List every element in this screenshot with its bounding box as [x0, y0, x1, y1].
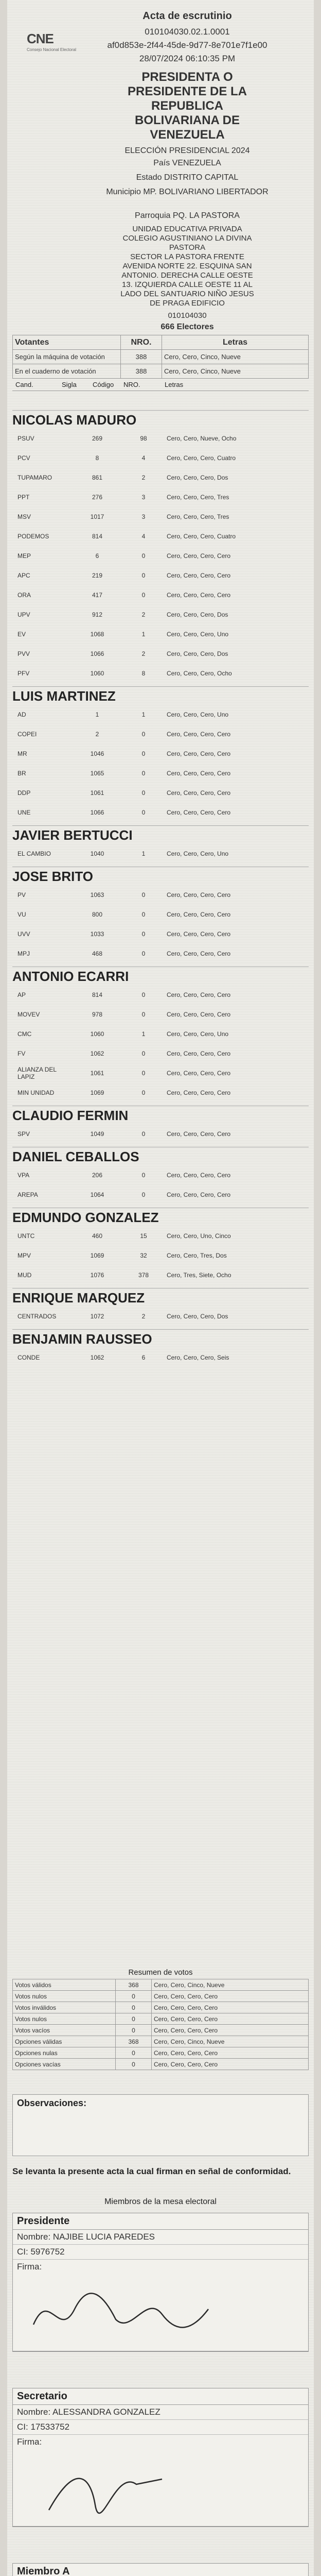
- logo-mark: CNE: [27, 31, 53, 46]
- party-row: [17, 1265, 309, 1285]
- party-code: 6: [95, 552, 99, 560]
- party-code: 1069: [90, 1089, 104, 1096]
- votantes-header: Votantes: [13, 335, 121, 350]
- party-votes-letters: Cero, Cero, Cero, Cero: [167, 950, 231, 957]
- party-sigla: CMC: [17, 1030, 32, 1038]
- votantes-row: Según la máquina de votación 388 Cero, Cero, Cinco, Nueve: [13, 350, 309, 364]
- party-votes: 2: [141, 611, 146, 618]
- party-row: [17, 1124, 309, 1144]
- mesa-title: Miembros de la mesa electoral: [104, 2197, 217, 2206]
- party-votes: 8: [141, 670, 146, 677]
- electores: 666 Electores: [160, 323, 214, 331]
- party-sigla: ALIANZA DEL LAPIZ: [17, 1066, 57, 1080]
- party-votes: 2: [141, 1313, 146, 1320]
- party-code: 1046: [90, 750, 104, 757]
- election-name: ELECCIÓN PRESIDENCIAL 2024: [124, 146, 250, 155]
- party-sigla: TUPAMARO: [17, 474, 52, 481]
- party-sigla: PV: [17, 891, 26, 899]
- candidate-name: LUIS MARTINEZ: [12, 686, 309, 705]
- party-votes-letters: Cero, Cero, Cero, Cero: [167, 930, 231, 938]
- party-votes-letters: Cero, Cero, Cero, Cero: [167, 552, 231, 560]
- acta-code: 010104030.02.1.0001: [145, 27, 230, 37]
- doc-title: Acta de escrutinio: [142, 10, 232, 22]
- party-row: [17, 566, 309, 585]
- party-sigla: BR: [17, 770, 26, 777]
- party-row: [17, 985, 309, 1005]
- party-votes: 0: [141, 991, 146, 998]
- party-code: 1: [95, 711, 99, 718]
- party-votes-letters: Cero, Cero, Cero, Cero: [167, 991, 231, 998]
- party-code: 800: [92, 911, 103, 918]
- party-code: 1066: [90, 650, 104, 657]
- party-votes: 0: [141, 891, 146, 899]
- party-sigla: MPV: [17, 1252, 31, 1259]
- observaciones-box: [12, 2094, 309, 2156]
- party-sigla: EV: [17, 631, 26, 638]
- party-sigla: CENTRADOS: [17, 1313, 57, 1320]
- party-code: 814: [92, 991, 103, 998]
- party-row: [17, 924, 309, 944]
- party-code: 1065: [90, 770, 104, 777]
- party-sigla: MEP: [17, 552, 31, 560]
- party-votes-letters: Cero, Cero, Cero, Cero: [167, 1172, 231, 1179]
- party-votes-letters: Cero, Cero, Cero, Dos: [167, 474, 228, 481]
- party-votes: 98: [140, 435, 147, 442]
- party-code: 1063: [90, 891, 104, 899]
- party-sigla: VU: [17, 911, 26, 918]
- party-votes: 3: [141, 494, 146, 501]
- conformidad-text: Se levanta la presente acta la cual firman en señal de conformidad.: [12, 2166, 291, 2176]
- party-votes-letters: Cero, Cero, Cero, Cero: [167, 572, 231, 579]
- party-row: [17, 448, 309, 468]
- party-row: [17, 468, 309, 487]
- party-votes-letters: Cero, Cero, Cero, Dos: [167, 1313, 228, 1320]
- party-sigla: COPEI: [17, 731, 37, 738]
- pais: País VENEZUELA: [153, 159, 221, 167]
- party-code: 206: [92, 1172, 103, 1179]
- member-box: [12, 2388, 309, 2527]
- party-sigla: APC: [17, 572, 30, 579]
- resumen-row: Votos nulos 0 Cero, Cero, Cero, Cero: [13, 2013, 309, 2025]
- party-votes: 0: [141, 1011, 146, 1018]
- party-row: [17, 803, 309, 822]
- party-row: [17, 1024, 309, 1044]
- member-signature: [13, 2449, 308, 2527]
- party-row: [17, 1083, 309, 1103]
- party-code: 814: [92, 533, 103, 540]
- party-votes: 0: [141, 572, 146, 579]
- candidate-name: ANTONIO ECARRI: [12, 967, 309, 985]
- party-row: [17, 429, 309, 448]
- party-votes-letters: Cero, Cero, Cero, Uno: [167, 631, 229, 638]
- nro-header: NRO.: [121, 335, 162, 350]
- observaciones-label: Observaciones:: [17, 2098, 87, 2108]
- party-code: 1066: [90, 809, 104, 816]
- party-code: 417: [92, 591, 103, 599]
- candidate-block: [12, 1208, 309, 1285]
- party-sigla: MUD: [17, 1272, 32, 1279]
- party-sigla: AD: [17, 711, 26, 718]
- party-code: 1061: [90, 1070, 104, 1077]
- signature-icon: [28, 2278, 286, 2345]
- party-code: 861: [92, 474, 103, 481]
- party-votes-letters: Cero, Cero, Cero, Cero: [167, 1050, 231, 1057]
- votantes-row: En el cuaderno de votación 388 Cero, Cero, Cinco, Nueve: [13, 364, 309, 379]
- party-code: 1040: [90, 850, 104, 857]
- party-row: [17, 1165, 309, 1185]
- party-row: [17, 764, 309, 783]
- member-ci: CI: 17533752: [13, 2420, 308, 2435]
- party-sigla: CONDE: [17, 1354, 40, 1361]
- candidate-block: [12, 410, 309, 683]
- party-row: [17, 905, 309, 924]
- party-row: [17, 527, 309, 546]
- party-sigla: MPJ: [17, 950, 30, 957]
- party-votes: 0: [141, 789, 146, 796]
- election-title: PRESIDENTA O PRESIDENTE DE LA REPUBLICA BOLIVARIANA DE VENEZUELA: [127, 70, 247, 142]
- acta-uuid: af0d853e-2f44-45de-9d77-8e701e7f1e00: [107, 40, 268, 50]
- candidate-block: [12, 825, 309, 863]
- party-votes: 1: [141, 631, 146, 638]
- party-sigla: MSV: [17, 513, 31, 520]
- party-sigla: PSUV: [17, 435, 34, 442]
- candidate-block: [12, 1106, 309, 1144]
- party-code: 1061: [90, 789, 104, 796]
- party-code: 1062: [90, 1050, 104, 1057]
- party-row: [17, 885, 309, 905]
- party-code: 1062: [90, 1354, 104, 1361]
- party-votes: 0: [141, 1172, 146, 1179]
- party-votes: 1: [141, 711, 146, 718]
- candidate-name: CLAUDIO FERMIN: [12, 1106, 309, 1124]
- party-row: [17, 1307, 309, 1326]
- party-sigla: PVV: [17, 650, 30, 657]
- member-role: Miembro A: [13, 2564, 308, 2576]
- party-row: [17, 605, 309, 624]
- centro-votacion: UNIDAD EDUCATIVA PRIVADA COLEGIO AGUSTINIANO LA DIVINA PASTORA SECTOR LA PASTORA FRENTE AVENIDA NORTE 22. ESQUINA SAN ANTONIO. DERECHA CALLE OESTE 13. IZQUIERDA CALLE OESTE 11 AL LADO DEL SANTUARIO NIÑO JESUS DE PRAGA EDIFICIO: [120, 225, 254, 308]
- candidate-name: NICOLAS MADURO: [12, 410, 309, 429]
- party-votes-letters: Cero, Cero, Cero, Cero: [167, 591, 231, 599]
- party-votes-letters: Cero, Cero, Cero, Tres: [167, 494, 229, 501]
- party-code: 1068: [90, 631, 104, 638]
- party-votes-letters: Cero, Cero, Uno, Cinco: [167, 1232, 231, 1240]
- party-votes-letters: Cero, Cero, Cero, Cero: [167, 891, 231, 899]
- party-code: 1064: [90, 1191, 104, 1198]
- party-sigla: FV: [17, 1050, 26, 1057]
- member-name: Nombre: ALESSANDRA GONZALEZ: [13, 2405, 308, 2420]
- member-box: [12, 2563, 309, 2576]
- party-row: [17, 1226, 309, 1246]
- party-votes: 1: [141, 850, 146, 857]
- party-votes-letters: Cero, Cero, Cero, Cero: [167, 1089, 231, 1096]
- signature-icon: [28, 2453, 286, 2520]
- party-votes: 0: [141, 911, 146, 918]
- party-row: [17, 783, 309, 803]
- party-row: [17, 724, 309, 744]
- party-row: [17, 644, 309, 664]
- member-name: Nombre: NAJIBE LUCIA PAREDES: [13, 2230, 308, 2245]
- party-code: 1049: [90, 1130, 104, 1138]
- party-code: 276: [92, 494, 103, 501]
- party-votes: 0: [141, 1130, 146, 1138]
- party-votes-letters: Cero, Cero, Cero, Dos: [167, 650, 228, 657]
- resumen-row: Opciones vacías 0 Cero, Cero, Cero, Cero: [13, 2059, 309, 2070]
- party-row: [17, 705, 309, 724]
- party-votes: 4: [141, 533, 146, 540]
- party-votes: 0: [141, 1070, 146, 1077]
- party-votes: 15: [140, 1232, 147, 1240]
- party-sigla: PODEMOS: [17, 533, 49, 540]
- party-votes: 1: [141, 1030, 146, 1038]
- party-votes-letters: Cero, Cero, Cero, Cuatro: [167, 454, 236, 462]
- party-sigla: MIN UNIDAD: [17, 1089, 55, 1096]
- party-row: [17, 844, 309, 863]
- party-votes: 2: [141, 474, 146, 481]
- party-code: 912: [92, 611, 103, 618]
- acta-header: [7, 0, 314, 340]
- party-row: [17, 944, 309, 963]
- party-code: 8: [95, 454, 99, 462]
- resumen-row: Votos nulos 0 Cero, Cero, Cero, Cero: [13, 1991, 309, 2002]
- party-votes: 3: [141, 513, 146, 520]
- votantes-table: [12, 335, 309, 391]
- party-votes-letters: Cero, Cero, Cero, Cero: [167, 770, 231, 777]
- party-votes: 0: [141, 552, 146, 560]
- party-votes: 0: [141, 1191, 146, 1198]
- party-sigla: SPV: [17, 1130, 30, 1138]
- cne-logo: [27, 31, 77, 67]
- logo-subtitle: Consejo Nacional Electoral: [27, 47, 77, 52]
- resumen-row: Opciones nulas 0 Cero, Cero, Cero, Cero: [13, 2047, 309, 2059]
- party-votes-letters: Cero, Cero, Cero, Seis: [167, 1354, 229, 1361]
- member-box: [12, 2213, 309, 2352]
- party-row: [17, 1348, 309, 1367]
- party-row: [17, 664, 309, 683]
- party-sigla: MR: [17, 750, 27, 757]
- party-votes-letters: Cero, Cero, Cero, Cero: [167, 911, 231, 918]
- party-votes-letters: Cero, Cero, Cero, Cero: [167, 789, 231, 796]
- party-sigla: ORA: [17, 591, 31, 599]
- candidate-name: BENJAMIN RAUSSEO: [12, 1329, 309, 1348]
- party-row: [17, 546, 309, 566]
- party-code: 1069: [90, 1252, 104, 1259]
- estado: Estado DISTRITO CAPITAL: [136, 173, 239, 182]
- candidate-block: [12, 1329, 309, 1367]
- parroquia: Parroquia PQ. LA PASTORA: [135, 211, 240, 220]
- party-code: 468: [92, 950, 103, 957]
- party-sigla: PPT: [17, 494, 30, 501]
- resumen-row: Votos inválidos 0 Cero, Cero, Cero, Cero: [13, 2002, 309, 2013]
- party-votes-letters: Cero, Cero, Cero, Cero: [167, 809, 231, 816]
- party-row: [17, 744, 309, 764]
- party-sigla: PFV: [17, 670, 30, 677]
- candidate-block: [12, 967, 309, 1103]
- party-sigla: AP: [17, 991, 26, 998]
- resumen-section: [12, 1968, 309, 2070]
- candidate-block: [12, 686, 309, 822]
- party-votes: 0: [141, 950, 146, 957]
- member-ci: CI: 5976752: [13, 2245, 308, 2260]
- resumen-row: Votos válidos 368 Cero, Cero, Cinco, Nueve: [13, 1979, 309, 1991]
- party-votes: 378: [138, 1272, 149, 1279]
- party-code: 1033: [90, 930, 104, 938]
- party-votes-letters: Cero, Cero, Cero, Ocho: [167, 670, 232, 677]
- party-votes-letters: Cero, Cero, Cero, Cero: [167, 1191, 231, 1198]
- candidate-col-header: Cand. Sigla Código NRO. Letras: [12, 379, 309, 391]
- candidates-section: [12, 407, 309, 1367]
- resumen-row: Votos vacíos 0 Cero, Cero, Cero, Cero: [13, 2025, 309, 2036]
- party-sigla: UNTC: [17, 1232, 35, 1240]
- candidate-block: [12, 1288, 309, 1326]
- party-votes-letters: Cero, Cero, Nueve, Ocho: [167, 435, 237, 442]
- letras-header: Letras: [162, 335, 309, 350]
- party-votes: 0: [141, 930, 146, 938]
- party-votes: 0: [141, 770, 146, 777]
- party-code: 269: [92, 435, 103, 442]
- party-sigla: UVV: [17, 930, 30, 938]
- party-row: [17, 624, 309, 644]
- party-votes-letters: Cero, Cero, Cero, Dos: [167, 611, 228, 618]
- party-votes-letters: Cero, Cero, Cero, Cero: [167, 750, 231, 757]
- party-sigla: UPV: [17, 611, 30, 618]
- party-votes-letters: Cero, Cero, Cero, Tres: [167, 513, 229, 520]
- party-votes: 0: [141, 809, 146, 816]
- member-role: Presidente: [13, 2213, 308, 2230]
- party-votes-letters: Cero, Cero, Cero, Cero: [167, 731, 231, 738]
- party-row: [17, 1063, 309, 1083]
- acta-paper: [7, 0, 314, 2576]
- party-row: [17, 487, 309, 507]
- party-votes-letters: Cero, Cero, Cero, Cero: [167, 1070, 231, 1077]
- party-votes-letters: Cero, Tres, Siete, Ocho: [167, 1272, 231, 1279]
- candidate-block: [12, 867, 309, 963]
- members-section: [12, 2213, 309, 2576]
- party-code: 460: [92, 1232, 103, 1240]
- party-sigla: VPA: [17, 1172, 30, 1179]
- municipio: Municipio MP. BOLIVARIANO LIBERTADOR: [106, 188, 269, 196]
- party-votes: 6: [141, 1354, 146, 1361]
- party-sigla: MOVEV: [17, 1011, 40, 1018]
- party-votes: 32: [140, 1252, 147, 1259]
- candidate-name: JOSE BRITO: [12, 867, 309, 885]
- party-votes-letters: Cero, Cero, Cero, Uno: [167, 711, 229, 718]
- member-firma-label: Firma:: [17, 2262, 42, 2272]
- party-row: [17, 1246, 309, 1265]
- party-votes: 0: [141, 750, 146, 757]
- party-votes-letters: Cero, Cero, Tres, Dos: [167, 1252, 227, 1259]
- party-code: 1060: [90, 1030, 104, 1038]
- candidate-name: JAVIER BERTUCCI: [12, 825, 309, 844]
- party-votes: 4: [141, 454, 146, 462]
- party-code: 1076: [90, 1272, 104, 1279]
- party-code: 1060: [90, 670, 104, 677]
- party-code: 978: [92, 1011, 103, 1018]
- party-votes: 0: [141, 1089, 146, 1096]
- party-votes: 0: [141, 731, 146, 738]
- party-row: [17, 507, 309, 527]
- acta-datetime: 28/07/2024 06:10:35 PM: [139, 54, 236, 63]
- candidate-block: [12, 1147, 309, 1205]
- candidate-name: DANIEL CEBALLOS: [12, 1147, 309, 1165]
- party-votes: 0: [141, 591, 146, 599]
- resumen-table: [12, 1979, 309, 2070]
- member-role: Secretario: [13, 2388, 308, 2405]
- resumen-title: Resumen de votos: [128, 1968, 193, 1977]
- party-votes-letters: Cero, Cero, Cero, Uno: [167, 1030, 229, 1038]
- party-votes-letters: Cero, Cero, Cero, Uno: [167, 850, 229, 857]
- party-row: [17, 585, 309, 605]
- party-code: 2: [95, 731, 99, 738]
- centro-code: 010104030: [168, 311, 207, 320]
- resumen-row: Opciones válidas 368 Cero, Cero, Cinco, Nueve: [13, 2036, 309, 2047]
- candidate-name: ENRIQUE MARQUEZ: [12, 1288, 309, 1307]
- member-signature: [13, 2274, 308, 2351]
- party-code: 219: [92, 572, 103, 579]
- party-votes-letters: Cero, Cero, Cero, Cuatro: [167, 533, 236, 540]
- candidate-name: EDMUNDO GONZALEZ: [12, 1208, 309, 1226]
- party-sigla: AREPA: [17, 1191, 38, 1198]
- party-code: 1017: [90, 513, 104, 520]
- party-votes: 0: [141, 1050, 146, 1057]
- party-code: 1072: [90, 1313, 104, 1320]
- party-sigla: EL CAMBIO: [17, 850, 51, 857]
- party-row: [17, 1185, 309, 1205]
- party-sigla: PCV: [17, 454, 30, 462]
- party-votes: 2: [141, 650, 146, 657]
- party-sigla: UNE: [17, 809, 31, 816]
- party-votes-letters: Cero, Cero, Cero, Cero: [167, 1130, 231, 1138]
- member-firma-label: Firma:: [17, 2437, 42, 2447]
- party-sigla: DDP: [17, 789, 31, 796]
- party-votes-letters: Cero, Cero, Cero, Cero: [167, 1011, 231, 1018]
- party-row: [17, 1005, 309, 1024]
- party-row: [17, 1044, 309, 1063]
